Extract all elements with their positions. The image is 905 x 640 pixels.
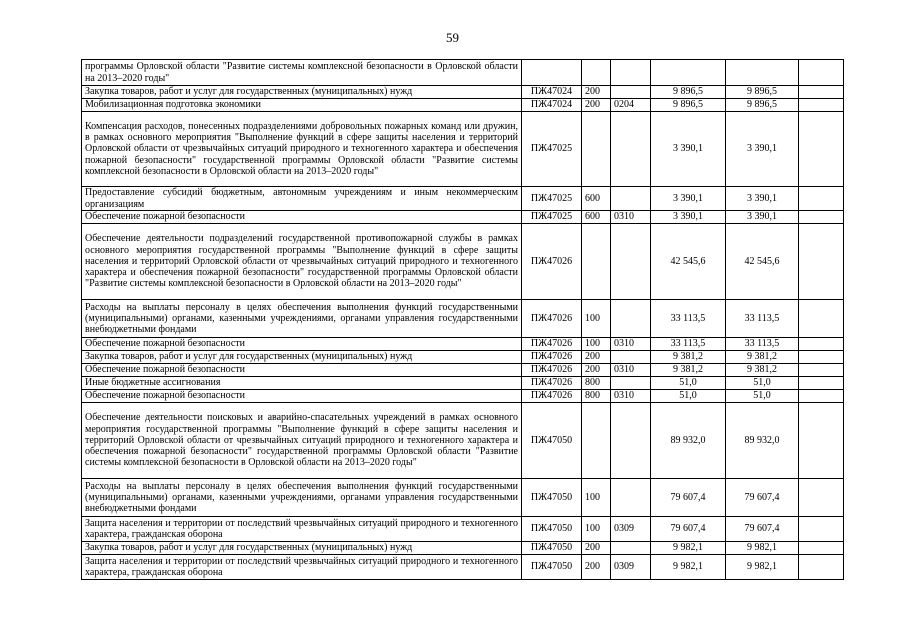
empty-cell [799, 211, 844, 224]
expense-type-code [582, 60, 611, 86]
row-description: Закупка товаров, работ и услуг для государственных (муниципальных) нужд [82, 86, 522, 99]
section-code [611, 224, 651, 300]
expense-type-code: 100 [582, 479, 611, 517]
section-code [611, 542, 651, 555]
target-article-code: ПЖ47025 [522, 187, 582, 211]
table-row [82, 364, 844, 377]
table-body [82, 60, 844, 580]
row-description: Обеспечение пожарной безопасности [82, 364, 522, 377]
amount-first: 3 390,1 [651, 187, 726, 211]
row-description: Обеспечение пожарной безопасности [82, 338, 522, 351]
empty-cell [799, 112, 844, 187]
target-article-code: ПЖ47024 [522, 86, 582, 99]
amount-second: 33 113,5 [726, 338, 799, 351]
row-description: Обеспечение пожарной безопасности [82, 211, 522, 224]
expense-type-code: 200 [582, 555, 611, 580]
table-row [82, 542, 844, 555]
amount-first: 33 113,5 [651, 300, 726, 338]
section-code: 0310 [611, 364, 651, 377]
expense-type-code: 600 [582, 187, 611, 211]
section-code [611, 86, 651, 99]
amount-second: 79 607,4 [726, 479, 799, 517]
table-row [82, 300, 844, 338]
expense-type-code: 200 [582, 86, 611, 99]
target-article-code: ПЖ47024 [522, 99, 582, 112]
amount-second: 9 982,1 [726, 555, 799, 580]
table-row [82, 99, 844, 112]
amount-first: 3 390,1 [651, 112, 726, 187]
amount-first: 51,0 [651, 377, 726, 390]
table-row [82, 224, 844, 300]
empty-cell [799, 60, 844, 86]
table-row [82, 187, 844, 211]
amount-second: 9 982,1 [726, 542, 799, 555]
row-description: Расходы на выплаты персоналу в целях обеспечения выполнения функций государственными (муниципальными) органами, казенными учреждениями, органами управления государственными внебюджетными фондами [82, 300, 522, 338]
section-code [611, 377, 651, 390]
empty-cell [799, 479, 844, 517]
empty-cell [799, 390, 844, 403]
section-code: 0309 [611, 555, 651, 580]
empty-cell [799, 517, 844, 542]
amount-first: 9 982,1 [651, 555, 726, 580]
amount-second: 9 896,5 [726, 86, 799, 99]
amount-second: 51,0 [726, 390, 799, 403]
empty-cell [799, 187, 844, 211]
section-code [611, 112, 651, 187]
target-article-code: ПЖ47050 [522, 403, 582, 479]
target-article-code: ПЖ47050 [522, 555, 582, 580]
amount-first: 9 381,2 [651, 351, 726, 364]
expense-type-code [582, 403, 611, 479]
amount-first: 51,0 [651, 390, 726, 403]
empty-cell [799, 364, 844, 377]
empty-cell [799, 542, 844, 555]
row-description: Расходы на выплаты персоналу в целях обеспечения выполнения функций государственными (муниципальными) органами, казенными учреждениями, органами управления государственными внебюджетными фондами [82, 479, 522, 517]
table-row [82, 338, 844, 351]
empty-cell [799, 86, 844, 99]
empty-cell [799, 555, 844, 580]
target-article-code: ПЖ47026 [522, 300, 582, 338]
amount-first: 79 607,4 [651, 479, 726, 517]
section-code: 0309 [611, 517, 651, 542]
expense-type-code [582, 224, 611, 300]
table-row [82, 86, 844, 99]
amount-first: 79 607,4 [651, 517, 726, 542]
budget-table [81, 59, 844, 580]
amount-first [651, 60, 726, 86]
expense-type-code: 100 [582, 517, 611, 542]
target-article-code: ПЖ47025 [522, 211, 582, 224]
table-row [82, 479, 844, 517]
expense-type-code: 200 [582, 364, 611, 377]
expense-type-code: 200 [582, 542, 611, 555]
amount-first: 42 545,6 [651, 224, 726, 300]
target-article-code: ПЖ47026 [522, 390, 582, 403]
section-code: 0310 [611, 211, 651, 224]
row-description: Мобилизационная подготовка экономики [82, 99, 522, 112]
row-description: программы Орловской области "Развитие системы комплексной безопасности в Орловской области на 2013–2020 годы" [82, 60, 522, 86]
section-code [611, 403, 651, 479]
row-description: Обеспечение деятельности подразделений государственной противопожарной службы в рамках основного мероприятия государственной программы "Выполнение функций в сфере защиты населения и территорий Орловской области от чрезвычайных ситуаций природного и техногенного характера и обеспечения пожарной безопасности" государственной программы Орловской области "Развитие системы комплексной безопасности в Орловской области на 2013–2020 годы" [82, 224, 522, 300]
section-code: 0310 [611, 338, 651, 351]
row-description: Закупка товаров, работ и услуг для государственных (муниципальных) нужд [82, 351, 522, 364]
row-description: Защита населения и территории от последствий чрезвычайных ситуаций природного и техногенного характера, гражданская оборона [82, 517, 522, 542]
row-description: Обеспечение пожарной безопасности [82, 390, 522, 403]
amount-first: 9 896,5 [651, 99, 726, 112]
target-article-code: ПЖ47026 [522, 364, 582, 377]
section-code [611, 187, 651, 211]
amount-first: 89 932,0 [651, 403, 726, 479]
target-article-code: ПЖ47026 [522, 377, 582, 390]
table-row [82, 112, 844, 187]
table-row [82, 377, 844, 390]
target-article-code: ПЖ47026 [522, 338, 582, 351]
table-row [82, 390, 844, 403]
empty-cell [799, 300, 844, 338]
row-description: Обеспечение деятельности поисковых и аварийно-спасательных учреждений в рамках основного мероприятия государственной программы "Выполнение функций в сфере защиты населения и территорий Орловской области от чрезвычайных ситуаций природного и техногенного характера и обеспечения пожарной безопасности" государственной программы Орловской области "Развитие системы комплексной безопасности в Орловской области на 2013–2020 годы" [82, 403, 522, 479]
target-article-code: ПЖ47026 [522, 224, 582, 300]
amount-second: 42 545,6 [726, 224, 799, 300]
page-number: 59 [446, 30, 459, 45]
amount-second: 89 932,0 [726, 403, 799, 479]
amount-first: 9 982,1 [651, 542, 726, 555]
target-article-code: ПЖ47050 [522, 542, 582, 555]
empty-cell [799, 338, 844, 351]
expense-type-code: 200 [582, 351, 611, 364]
expense-type-code [582, 112, 611, 187]
amount-second: 9 896,5 [726, 99, 799, 112]
expense-type-code: 800 [582, 377, 611, 390]
expense-type-code: 100 [582, 300, 611, 338]
amount-first: 33 113,5 [651, 338, 726, 351]
section-code [611, 60, 651, 86]
amount-second: 33 113,5 [726, 300, 799, 338]
target-article-code: ПЖ47026 [522, 351, 582, 364]
amount-first: 9 381,2 [651, 364, 726, 377]
empty-cell [799, 224, 844, 300]
empty-cell [799, 99, 844, 112]
section-code: 0310 [611, 390, 651, 403]
row-description: Предоставление субсидий бюджетным, автономным учреждениям и иным некоммерческим организациям [82, 187, 522, 211]
row-description: Иные бюджетные ассигнования [82, 377, 522, 390]
amount-second: 79 607,4 [726, 517, 799, 542]
section-code: 0204 [611, 99, 651, 112]
target-article-code: ПЖ47025 [522, 112, 582, 187]
amount-second: 3 390,1 [726, 211, 799, 224]
table-row [82, 403, 844, 479]
amount-second: 9 381,2 [726, 364, 799, 377]
table-row [82, 351, 844, 364]
empty-cell [799, 351, 844, 364]
amount-second: 3 390,1 [726, 112, 799, 187]
row-description: Компенсация расходов, понесенных подразделениями добровольных пожарных команд или дружин, в рамках основного мероприятия "Выполнение функций в сфере защиты населения и территорий Орловской области от чрезвычайных ситуаций природного и техногенного характера и обеспечения пожарной безопасности" государственной программы Орловской области "Развитие системы комплексной безопасности в Орловской области на 2013–2020 годы" [82, 112, 522, 187]
table-row [82, 211, 844, 224]
target-article-code [522, 60, 582, 86]
expense-type-code: 100 [582, 338, 611, 351]
expense-type-code: 200 [582, 99, 611, 112]
amount-second: 3 390,1 [726, 187, 799, 211]
table-row [82, 517, 844, 542]
table-row [82, 555, 844, 580]
target-article-code: ПЖ47050 [522, 479, 582, 517]
amount-first: 9 896,5 [651, 86, 726, 99]
amount-second: 9 381,2 [726, 351, 799, 364]
target-article-code: ПЖ47050 [522, 517, 582, 542]
row-description: Защита населения и территории от последствий чрезвычайных ситуаций природного и техногенного характера, гражданская оборона [82, 555, 522, 580]
table-row [82, 60, 844, 86]
section-code [611, 479, 651, 517]
expense-type-code: 600 [582, 211, 611, 224]
expense-type-code: 800 [582, 390, 611, 403]
empty-cell [799, 403, 844, 479]
section-code [611, 351, 651, 364]
amount-first: 3 390,1 [651, 211, 726, 224]
empty-cell [799, 377, 844, 390]
section-code [611, 300, 651, 338]
amount-second [726, 60, 799, 86]
row-description: Закупка товаров, работ и услуг для государственных (муниципальных) нужд [82, 542, 522, 555]
amount-second: 51,0 [726, 377, 799, 390]
